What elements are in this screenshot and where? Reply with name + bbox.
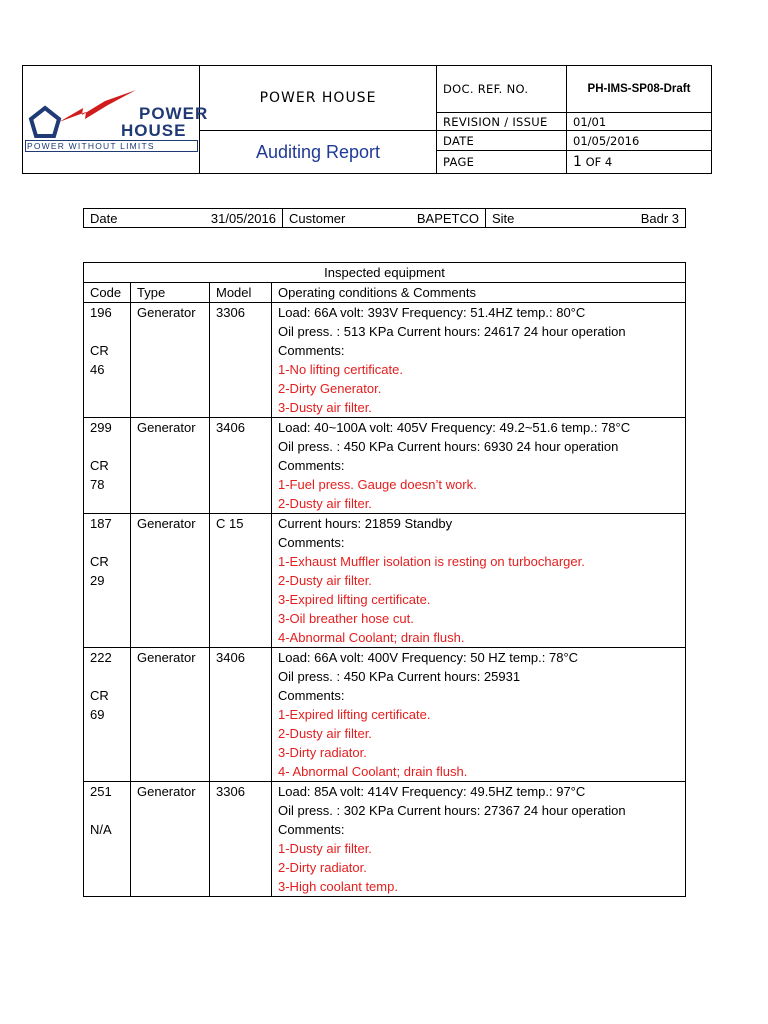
code-cell: [84, 782, 131, 897]
doc-ref-label: DOC. REF. NO.: [437, 66, 567, 113]
info-site-label: Site: [492, 210, 515, 226]
equipment-model: 3306: [216, 784, 245, 799]
code-line: 222: [90, 650, 112, 665]
issue-line: 2-Dusty air filter.: [278, 726, 372, 741]
code-cell: [84, 514, 131, 648]
condition-line: Oil press. : 513 KPa Current hours: 24617 24 hour operation: [278, 324, 626, 339]
info-customer-value: BAPETCO: [416, 210, 479, 226]
code-cell: [84, 418, 131, 514]
issue-line: 2-Dusty air filter.: [278, 496, 372, 511]
condition-line: Current hours: 21859 Standby: [278, 516, 453, 531]
info-site-value: Badr 3: [640, 210, 679, 226]
issue-line: 3-High coolant temp.: [278, 879, 398, 894]
doc-ref-value: PH-IMS-SP08-Draft: [567, 66, 712, 113]
conditions-cell: [272, 782, 686, 897]
condition-line: Comments:: [278, 535, 345, 550]
company-logo: [23, 66, 209, 174]
page-total: OF 4: [585, 155, 613, 169]
code-line: 196: [90, 305, 112, 320]
condition-line: Oil press. : 302 KPa Current hours: 27367 24 hour operation: [278, 803, 626, 818]
inspected-equipment-table: [83, 262, 686, 897]
issue-line: 1-Dusty air filter.: [278, 841, 372, 856]
type-cell: [131, 648, 210, 782]
page-indicator: [567, 151, 712, 174]
equipment-model: 3306: [216, 305, 245, 320]
logo-word-power: POWER: [139, 104, 209, 123]
date-value: 01/05/2016: [567, 131, 712, 151]
code-cell: [84, 648, 131, 782]
info-date-label: Date: [90, 210, 118, 226]
revision-value: 01/01: [567, 113, 712, 131]
equipment-model: C 15: [216, 516, 244, 531]
code-line: CR: [90, 554, 109, 569]
condition-line: Comments:: [278, 343, 345, 358]
issue-line: 4- Abnormal Coolant; drain flush.: [278, 764, 468, 779]
code-line: 251: [90, 784, 112, 799]
model-cell: [210, 782, 272, 897]
code-line: [90, 801, 124, 820]
column-header-conditions: Operating conditions & Comments: [272, 283, 686, 303]
info-customer-label: Customer: [289, 210, 346, 226]
conditions-cell: [272, 648, 686, 782]
issue-line: 1-Expired lifting certificate.: [278, 707, 431, 722]
condition-line: Load: 66A volt: 393V Frequency: 51.4HZ temp.: 80°C: [278, 305, 586, 320]
table-row: [84, 648, 686, 782]
info-date-value: 31/05/2016: [210, 210, 276, 226]
company-name: POWER HOUSE: [200, 66, 437, 131]
issue-line: 2-Dusty air filter.: [278, 573, 372, 588]
code-line: 78: [90, 477, 105, 492]
table-row: [84, 418, 686, 514]
conditions-cell: [272, 418, 686, 514]
info-customer-cell: [283, 209, 486, 228]
type-cell: [131, 418, 210, 514]
type-cell: [131, 514, 210, 648]
page-label: PAGE: [437, 151, 567, 174]
column-header-code: Code: [84, 283, 131, 303]
condition-line: Load: 66A volt: 400V Frequency: 50 HZ temp.: 78°C: [278, 650, 579, 665]
equipment-rows: [84, 303, 686, 897]
logo-tagline: POWER WITHOUT LIMITS: [27, 141, 155, 151]
code-line: 69: [90, 707, 105, 722]
audit-info-table: [83, 208, 686, 228]
code-line: CR: [90, 688, 109, 703]
condition-line: Comments:: [278, 458, 345, 473]
conditions-cell: [272, 514, 686, 648]
model-cell: [210, 648, 272, 782]
page-number: 1: [573, 154, 582, 170]
issue-line: 1-Fuel press. Gauge doesn’t work.: [278, 477, 477, 492]
issue-line: 1-Exhaust Muffler isolation is resting on turbocharger.: [278, 554, 585, 569]
issue-line: 2-Dirty radiator.: [278, 860, 367, 875]
code-line: N/A: [90, 822, 112, 837]
column-header-model: Model: [210, 283, 272, 303]
equipment-type: Generator: [137, 516, 196, 531]
code-line: [90, 533, 124, 552]
revision-label: REVISION / ISSUE: [437, 113, 567, 131]
issue-line: 4-Abnormal Coolant; drain flush.: [278, 630, 465, 645]
code-line: [90, 667, 124, 686]
code-cell: [84, 303, 131, 418]
code-line: [90, 322, 124, 341]
condition-line: Comments:: [278, 688, 345, 703]
code-line: CR: [90, 458, 109, 473]
code-line: 187: [90, 516, 112, 531]
logo-word-house: HOUSE: [121, 121, 187, 140]
conditions-cell: [272, 303, 686, 418]
condition-line: Oil press. : 450 KPa Current hours: 25931: [278, 669, 521, 684]
model-cell: [210, 418, 272, 514]
equipment-type: Generator: [137, 420, 196, 435]
table-caption: Inspected equipment: [84, 263, 686, 283]
issue-line: 2-Dirty Generator.: [278, 381, 382, 396]
condition-line: Oil press. : 450 KPa Current hours: 6930 24 hour operation: [278, 439, 619, 454]
model-cell: [210, 303, 272, 418]
issue-line: 3-Expired lifting certificate.: [278, 592, 431, 607]
info-date-cell: [84, 209, 283, 228]
issue-line: 3-Dirty radiator.: [278, 745, 367, 760]
issue-line: 3-Dusty air filter.: [278, 400, 372, 415]
document-header: [22, 65, 712, 174]
code-line: 46: [90, 362, 105, 377]
type-cell: [131, 782, 210, 897]
condition-line: Load: 85A volt: 414V Frequency: 49.5HZ temp.: 97°C: [278, 784, 586, 799]
condition-line: Comments:: [278, 822, 345, 837]
condition-line: Load: 40~100A volt: 405V Frequency: 49.2~51.6 temp.: 78°C: [278, 420, 631, 435]
equipment-model: 3406: [216, 650, 245, 665]
table-row: [84, 782, 686, 897]
type-cell: [131, 303, 210, 418]
date-label: DATE: [437, 131, 567, 151]
table-row: [84, 514, 686, 648]
report-title: Auditing Report: [200, 131, 437, 174]
equipment-model: 3406: [216, 420, 245, 435]
code-line: 299: [90, 420, 112, 435]
issue-line: 1-No lifting certificate.: [278, 362, 403, 377]
model-cell: [210, 514, 272, 648]
code-line: CR: [90, 343, 109, 358]
column-header-type: Type: [131, 283, 210, 303]
code-line: [90, 437, 124, 456]
table-row: [84, 303, 686, 418]
equipment-type: Generator: [137, 650, 196, 665]
code-line: 29: [90, 573, 105, 588]
info-site-cell: [486, 209, 686, 228]
equipment-type: Generator: [137, 784, 196, 799]
equipment-type: Generator: [137, 305, 196, 320]
issue-line: 3-Oil breather hose cut.: [278, 611, 414, 626]
